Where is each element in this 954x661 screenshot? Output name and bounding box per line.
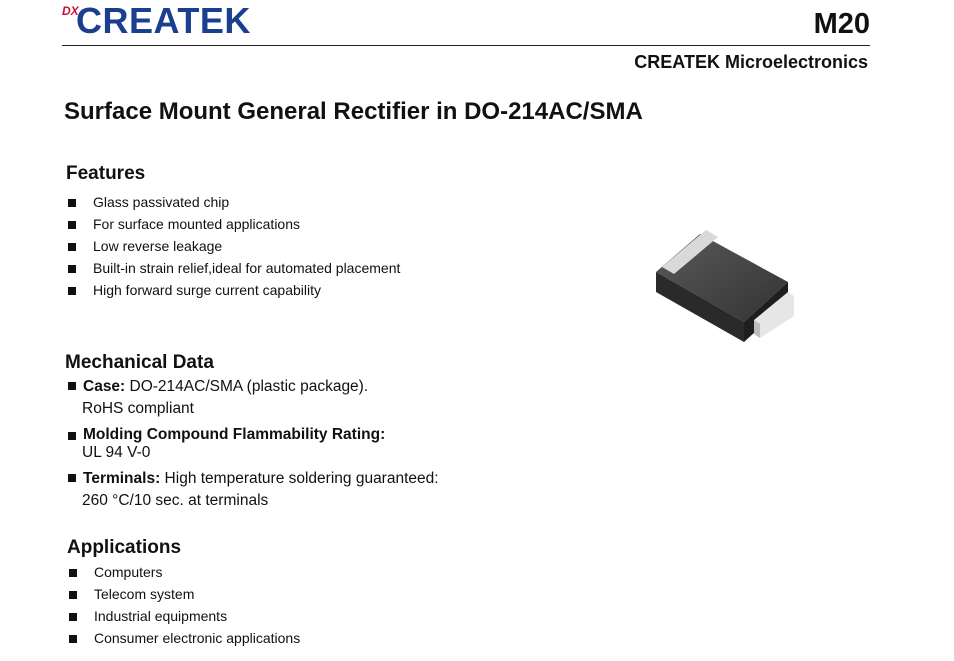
bullet-square-icon: [68, 243, 76, 251]
part-number: M20: [813, 8, 870, 40]
list-item: Glass passivated chip: [66, 191, 400, 213]
bullet-square-icon: [68, 221, 76, 229]
list-item: Case: DO-214AC/SMA (plastic package). RoHS compliant: [65, 376, 439, 420]
logo-mark: DX: [62, 4, 79, 18]
features-heading: Features: [66, 163, 146, 184]
bullet-square-icon: [69, 569, 77, 577]
bullet-square-icon: [68, 287, 76, 295]
list-item: Built-in strain relief,ideal for automated placement: [66, 257, 400, 279]
list-item: Computers: [67, 561, 300, 583]
bullet-square-icon: [68, 382, 76, 390]
list-item: Industrial equipments: [67, 605, 300, 627]
company-name: CREATEK Microelectronics: [634, 52, 868, 72]
header-divider: [62, 45, 870, 46]
list-item: Telecom system: [67, 583, 300, 605]
sma-package-image: [648, 230, 796, 348]
bullet-square-icon: [69, 613, 77, 621]
list-item: High forward surge current capability: [66, 279, 400, 301]
bullet-square-icon: [69, 635, 77, 643]
list-item: Low reverse leakage: [66, 235, 400, 257]
list-item: Consumer electronic applications: [67, 627, 300, 649]
bullet-square-icon: [68, 474, 76, 482]
document-title: Surface Mount General Rectifier in DO-214AC/SMA: [64, 98, 643, 125]
applications-heading: Applications: [67, 537, 182, 558]
bullet-square-icon: [68, 432, 76, 440]
mechanical-list: [65, 376, 439, 512]
bullet-square-icon: [69, 591, 77, 599]
mechanical-heading: Mechanical Data: [65, 352, 214, 373]
logo-text: CREATEK: [76, 0, 251, 41]
features-list: [66, 191, 400, 301]
list-item: For surface mounted applications: [66, 213, 400, 235]
company-logo: [62, 2, 302, 40]
list-item: Molding Compound Flammability Rating: UL 94 V-0: [65, 426, 439, 462]
list-item: Terminals: High temperature soldering guaranteed: 260 °C/10 sec. at terminals: [65, 468, 439, 512]
bullet-square-icon: [68, 199, 76, 207]
applications-list: [67, 561, 300, 649]
bullet-square-icon: [68, 265, 76, 273]
